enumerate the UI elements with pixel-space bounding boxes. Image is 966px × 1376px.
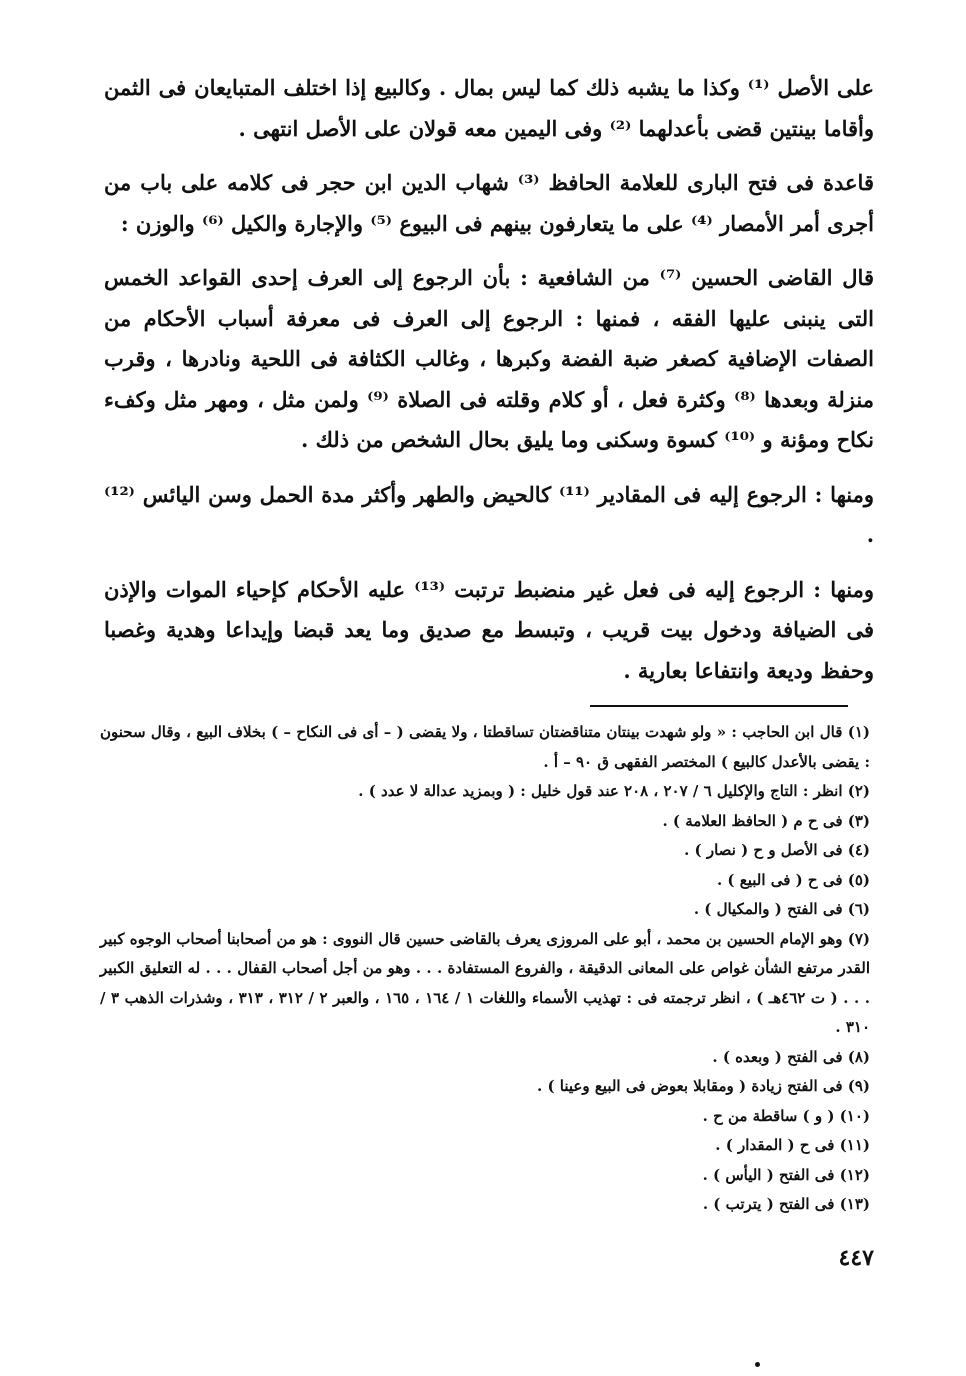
footnote: (١٣) فى الفتح ( يترتب ) . bbox=[702, 1195, 870, 1213]
footnote: (٥) فى ح ( فى البيع ) . bbox=[716, 870, 870, 889]
footnote: (٦) فى الفتح ( والمكيال ) . bbox=[693, 900, 870, 918]
footnote: (٢) انظر : التاج والإكليل ٦ / ٢٠٧ ، ٢٠٨ عند قول خليل : ( وبمزيد عدالة لا عدد ) . bbox=[358, 782, 870, 800]
body-paragraph: ومنها : الرجوع إليه فى فعل غير منضبط ترتبت ⁽¹³⁾ عليه الأحكام كإحياء الموات والإذن فى الضيافة ودخول بيت قريب ، وتبسط مع صديق وما يعد قبضا وإيداعا وهدية وغصبا وحفظ وديعة وانتفاعا بعارية . bbox=[104, 576, 874, 683]
main-text bbox=[104, 68, 874, 705]
footnote: (١٠) ( و ) ساقطة من ح . bbox=[702, 1106, 870, 1125]
body-paragraph: ومنها : الرجوع إليه فى المقادير ⁽¹¹⁾ كالحيض والطهر وأكثر مدة الحمل وسن اليائس ⁽¹²⁾ . bbox=[104, 481, 874, 547]
footnote: (١٢) فى الفتح ( اليأس ) . bbox=[702, 1165, 870, 1184]
page-number: ٤٤٧ bbox=[838, 1245, 874, 1271]
body-paragraph: قاعدة فى فتح البارى للعلامة الحافظ ⁽³⁾ شهاب الدين ابن حجر فى كلامه على باب من أجرى أمر الأمصار ⁽⁴⁾ على ما يتعارفون بينهم فى البيوع ⁽⁵⁾ والإجارة والكيل ⁽⁶⁾ والوزن : bbox=[104, 170, 874, 236]
footnote: (٤) فى الأصل و ح ( نصار ) . bbox=[684, 841, 870, 859]
footnote: (١١) فى ح ( المقدار ) . bbox=[715, 1136, 870, 1154]
footnote: (١) قال ابن الحاجب : « ولو شهدت بينتان متناقضتان تساقطتا ، ولا يقضى ( – أى فى النكاح – ) بخلاف البيع ، وقال سحنون : يقضى بالأعدل كالبيع ) المختصر الفقهى ق ٩٠ – أ . bbox=[100, 723, 870, 771]
body-paragraph: على الأصل ⁽¹⁾ وكذا ما يشبه ذلك كما ليس بمال . وكالبيع إذا اختلف المتبايعان فى الثمن وأقاما بينتين قضى بأعدلهما ⁽²⁾ وفى اليمين معه قولان على الأصل انتهى . bbox=[104, 75, 874, 141]
body-paragraph: قال القاضى الحسين ⁽⁷⁾ من الشافعية : بأن الرجوع إلى العرف إحدى القواعد الخمس التى ينبنى عليها الفقه ، فمنها : الرجوع إلى العرف فى معرفة أسباب الأحكام من الصفات الإضافية كصغر ضبة الفضة وكبرها ، وغالب الكثافة فى اللحية ونادرها ، وقرب منزلة وبعدها ⁽⁸⁾ وكثرة فعل ، أو كلام وقلته فى الصلاة ⁽⁹⁾ ولمن مثل ، ومهر مثل وكفء نكاح ومؤنة و ⁽¹⁰⁾ كسوة وسكنى وما يليق بحال الشخص من ذلك . bbox=[104, 265, 874, 452]
footnote: (٧) وهو الإمام الحسين بن محمد ، أبو على المروزى يعرف بالقاضى حسين قال النووى : هو من أصحابنا أصحاب الوجوه كبير القدر مرتفع الشأن غواص على المعانى الدقيقة ، والفروع المستفادة . . . وهو من أجل أصحاب القفال . . . له التعليق الكبير . . . ( ت ٤٦٢هـ ) ، انظر ترجمته فى : تهذيب الأسماء واللغات ١ / ١٦٤ ، ١٦٥ ، والعبر ٢ / ٣١٢ ، ٣١٣ ، وشذرات الذهب ٣ / ٣١٠ . bbox=[100, 929, 870, 1036]
footnotes bbox=[100, 718, 870, 1220]
footnote: (٣) فى ح م ( الحافظ العلامة ) . bbox=[662, 811, 870, 830]
footnote: (٩) فى الفتح زيادة ( ومقابلا بعوض فى البيع وعينا ) . bbox=[537, 1077, 870, 1095]
scan-speck bbox=[755, 1362, 760, 1367]
footnote-separator bbox=[590, 705, 848, 707]
footnote: (٨) فى الفتح ( وبعده ) . bbox=[712, 1047, 870, 1066]
